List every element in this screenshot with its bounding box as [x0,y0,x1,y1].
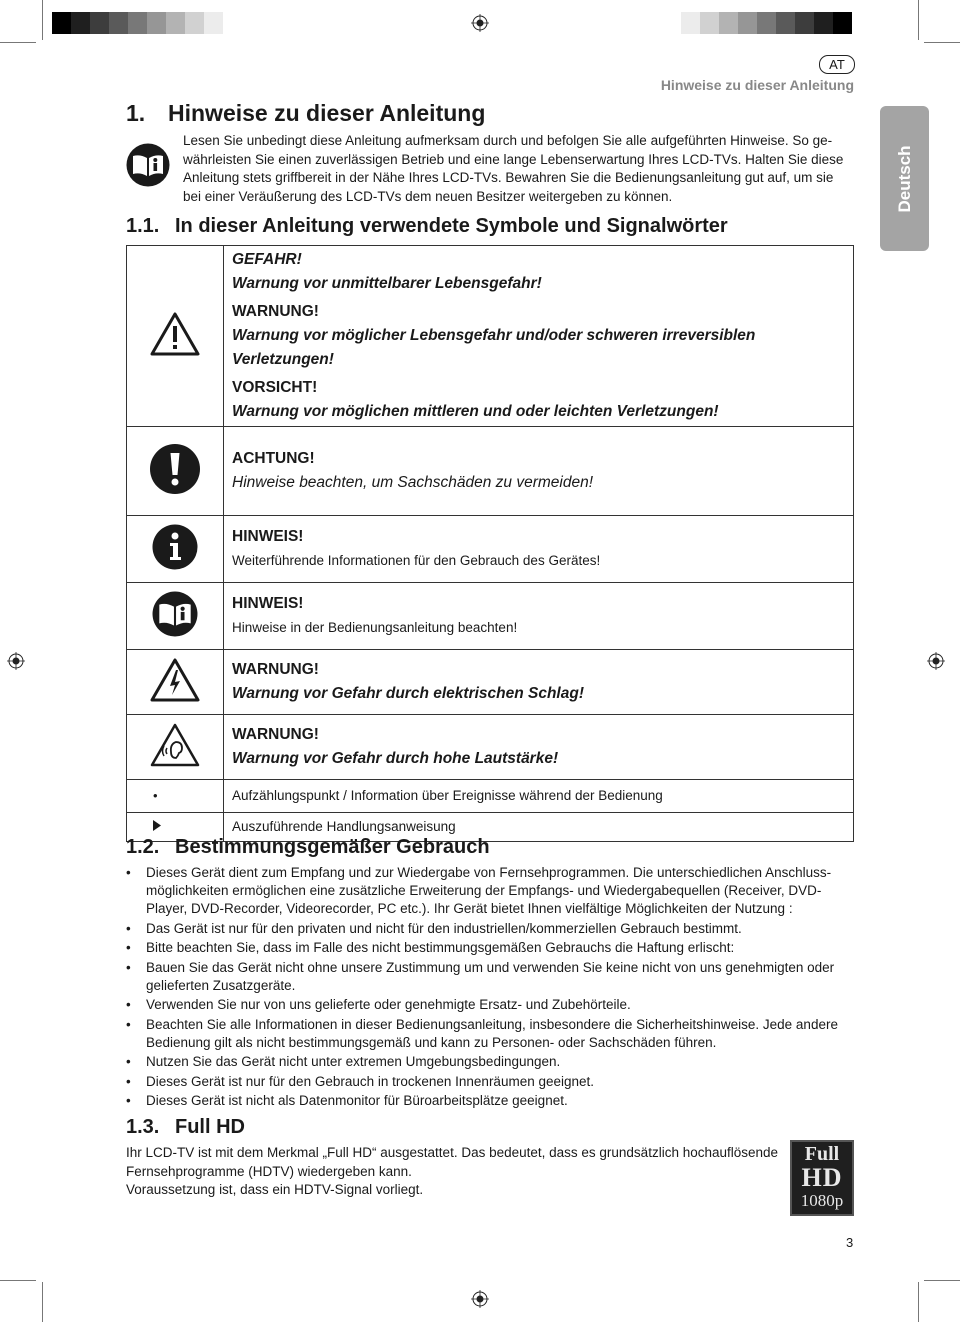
signal-word-warnung: WARNUNG! [232,303,319,320]
icon-cell [127,780,224,813]
text-cell [224,246,854,427]
list-item: • Dieses Gerät ist nur für den Gebrauch in trockenen Innenräumen geeignet. [126,1073,856,1091]
text-cell [224,715,854,780]
table-row [127,780,854,813]
warning-triangle-icon [149,311,201,357]
icon-cell [127,715,224,780]
text-cell [224,650,854,715]
registration-mark-icon [7,652,25,670]
section-number: 1.1. [126,215,160,237]
text-cell [224,427,854,516]
intro-paragraph [183,132,853,206]
electric-shock-icon [149,657,201,703]
section-1-heading [126,100,485,127]
list-item: • Beachten Sie alle Informationen in dieser Bedienungsanleitung, insbesondere die Sicherheitshinweise. Jede andere Bedienung gilt als nicht bestimmungsgemäß und kann zu Personen- oder Sachschäden führen. [126,1016,856,1052]
color-bar-left [52,12,223,34]
list-item: • Das Gerät ist nur für den privaten und nicht für den industriellen/kommerziellen Gebrauch bestimmt. [126,920,856,938]
list-item: • Bauen Sie das Gerät nicht ohne unsere Zustimmung um und verwenden Sie keine nicht von uns genehmigten oder gelieferten Zusatzgeräte. [126,959,856,995]
crop-mark [0,1280,36,1281]
icon-cell [127,246,224,427]
signal-description: Hinweise in der Bedienungsanleitung beachten! [232,620,518,635]
registration-mark-icon [471,14,489,32]
symbols-table [126,245,854,842]
text-cell [224,583,854,650]
info-circle-icon [152,524,198,570]
full-hd-text [126,1144,786,1200]
full-hd-logo [790,1140,854,1216]
signal-word-achtung: ACHTUNG! [232,450,315,467]
section-title: In dieser Anleitung verwendete Symbole und Signalwörter [175,215,728,237]
signal-description: Warnung vor unmittelbarer Lebensgefahr! [232,275,542,292]
arrow-right-icon [153,820,161,831]
text-cell [224,780,854,813]
text-cell [224,516,854,583]
manual-info-icon [126,143,170,187]
signal-description: Warnung vor Gefahr durch hohe Lautstärke! [232,750,559,767]
crop-mark [42,1282,43,1322]
list-item: • Verwenden Sie nur von uns gelieferte oder genehmigte Ersatz- und Zubehörteile. [126,996,856,1014]
section-title: Bestimmungsgemäßer Gebrauch [175,836,490,858]
language-tab [880,106,929,251]
logo-line: HD [801,1163,843,1192]
crop-mark [42,0,43,40]
running-head: Hinweise zu dieser Anleitung [660,77,854,93]
icon-cell [127,650,224,715]
table-row [127,246,854,427]
list-item: • Dieses Gerät dient zum Empfang und zur Wiedergabe von Fernsehprogrammen. Die unterschiedlichen Anschluss-möglichkeiten ermöglichen eine zusätzliche Erweiterung der Empfangs- und Wiedergabequellen (Receiver, DVD-Player, DVD-Recorder, Videorecorder, PC etc.). Ihr Gerät bietet Ihnen vielfältige Möglichkeiten der Nutzung : [126,864,856,918]
section-title: Full HD [175,1116,245,1138]
list-item: • Dieses Gerät ist nicht als Datenmonitor für Büroarbeitsplätze geeignet. [126,1092,856,1110]
section-1-3-heading [126,1116,245,1139]
intro-line: währleisten Sie einen zuverlässigen Betrieb und eine lange Lebenserwartung Ihres LCD-TVs. Halten Sie diese [183,151,844,167]
table-row [127,650,854,715]
signal-description: Warnung vor möglichen mittleren und oder leichten Verletzungen! [232,403,719,420]
usage-list [126,864,856,1112]
signal-word-warnung: WARNUNG! [232,726,319,743]
crop-mark [918,0,919,40]
crop-mark [918,1282,919,1322]
paragraph: Ihr LCD-TV ist mit dem Merkmal „Full HD“ ausgestattet. Das bedeutet, dass es grundsätzlich hochauflösende Fernsehprogramme (HDTV) wiedergeben kann. [126,1145,779,1179]
page-number: 3 [846,1235,854,1250]
list-item: • Bitte beachten Sie, dass im Falle des nicht bestimmungsgemäßen Gebrauchs die Haftung erlischt: [126,939,856,957]
table-row [127,427,854,516]
signal-description: Weiterführende Informationen für den Gebrauch des Gerätes! [232,553,601,568]
intro-line: Anleitung stets griffbereit in der Nähe Ihres LCD-TVs. Bewahren Sie die Bedienungsanleitung gut auf, um sie [183,170,834,185]
signal-word-warnung: WARNUNG! [232,661,319,678]
registration-mark-icon [927,652,945,670]
exclamation-circle-icon [149,443,201,495]
loud-volume-icon [149,722,201,768]
manual-info-icon [152,591,198,637]
country-badge: AT [819,55,855,74]
table-row [127,516,854,583]
language-tab-label: Deutsch [894,144,914,213]
section-number: 1. [126,100,146,126]
crop-mark [924,42,960,43]
bullet-icon: • [153,788,158,803]
intro-line: bei einer Veräußerung des LCD-TVs dem neuen Besitzer weitergeben zu können. [183,188,673,204]
section-1-2-heading [126,836,490,859]
intro-line: Lesen Sie unbedingt diese Anleitung aufmerksam durch und befolgen Sie alle aufgeführten Hinweise. So ge- [183,133,833,148]
section-number: 1.2. [126,836,160,858]
signal-description: Aufzählungspunkt / Information über Ereignisse während der Bedienung [232,788,663,803]
crop-mark [0,42,36,43]
signal-description: Auszuführende Handlungsanweisung [232,819,456,834]
signal-description: Warnung vor Gefahr durch elektrischen Schlag! [232,685,584,702]
color-bar-right [681,12,852,34]
registration-mark-icon [471,1290,489,1308]
section-1-1-heading [126,215,728,238]
icon-cell [127,427,224,516]
icon-cell [127,583,224,650]
section-title: Hinweise zu dieser Anleitung [168,100,486,126]
signal-word-gefahr: GEFAHR! [232,251,302,268]
icon-cell [127,516,224,583]
logo-line: Full [804,1143,840,1165]
table-row [127,715,854,780]
crop-mark [924,1280,960,1281]
signal-word-hinweis: HINWEIS! [232,528,304,545]
paragraph: Voraussetzung ist, dass ein HDTV-Signal vorliegt. [126,1182,424,1197]
logo-line: 1080p [800,1191,844,1210]
signal-word-vorsicht: VORSICHT! [232,379,318,396]
list-item: • Nutzen Sie das Gerät nicht unter extremen Umgebungsbedingungen. [126,1053,856,1071]
table-row [127,583,854,650]
signal-word-hinweis: HINWEIS! [232,595,304,612]
section-number: 1.3. [126,1116,160,1138]
signal-description: Hinweise beachten, um Sachschäden zu vermeiden! [232,474,594,491]
signal-description: Warnung vor möglicher Lebensgefahr und/oder schweren irreversiblen Verletzungen! [232,327,756,368]
